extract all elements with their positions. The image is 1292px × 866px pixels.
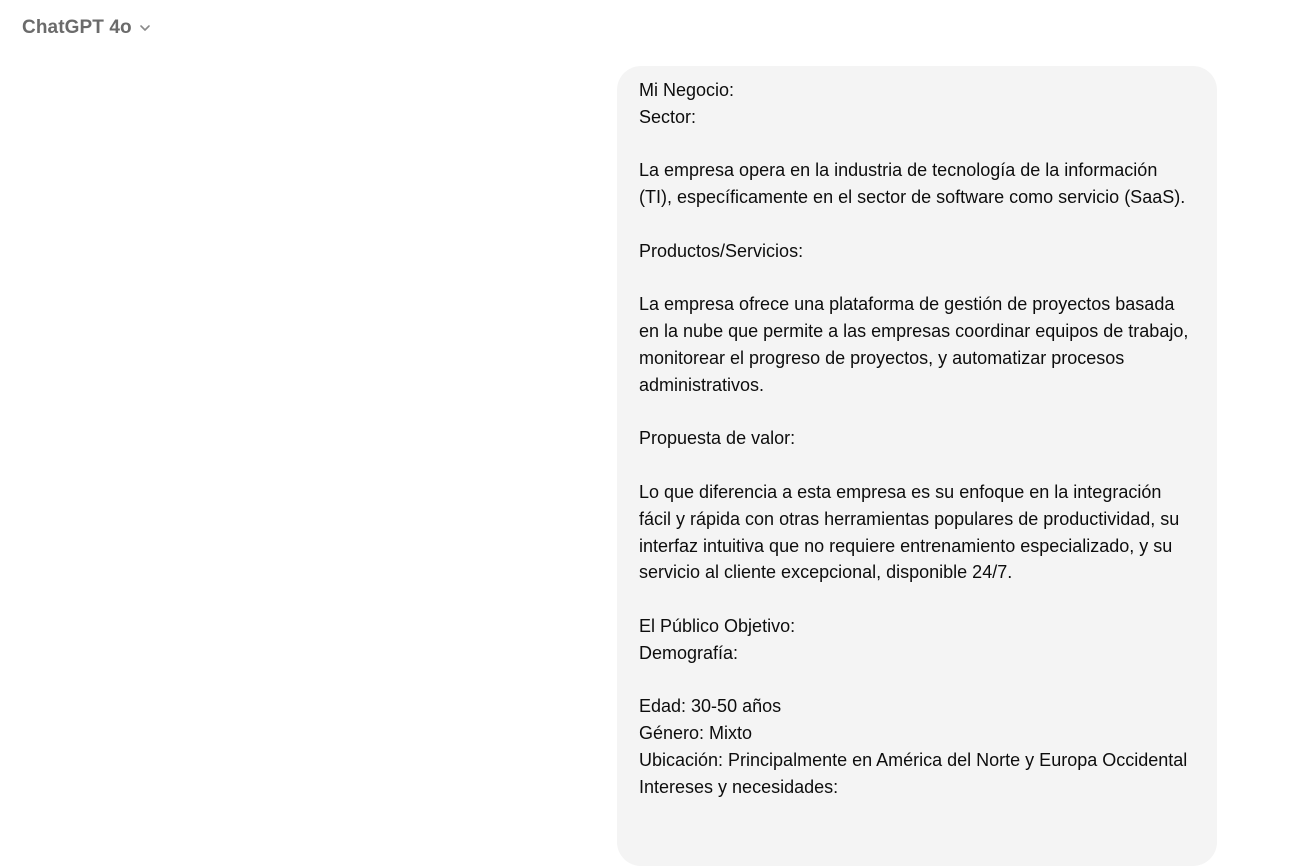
user-message-text: Mi Negocio: Sector: La empresa opera en la industria de tecnología de la información (TI), específicamente en el sector de software como servicio (SaaS). Productos/Servicios: La empresa ofrece una plataforma de gestión de proyectos basada en la nube que permite a las empresas coordinar equipos de trabajo, monitorear el progreso de proyectos, y automatizar procesos administrativos. Propuesta de valor: Lo que diferencia a esta empresa es su enfoque en la integración fácil y rápida con otras herramientas populares de productividad, su interfaz intuitiva que no requiere entrenamiento especializado, y su servicio al cliente excepcional, disponible 24/7. El Público Objetivo: Demografía: Edad: 30-50 años Género: Mixto Ubicación: Principalmente en América del Norte y Europa Occidental Intereses y necesidades:	[639, 80, 1189, 797]
model-name: ChatGPT 4o	[22, 17, 132, 38]
user-message-bubble	[617, 66, 1217, 866]
chevron-down-icon	[138, 21, 152, 35]
model-selector[interactable]	[22, 14, 152, 42]
